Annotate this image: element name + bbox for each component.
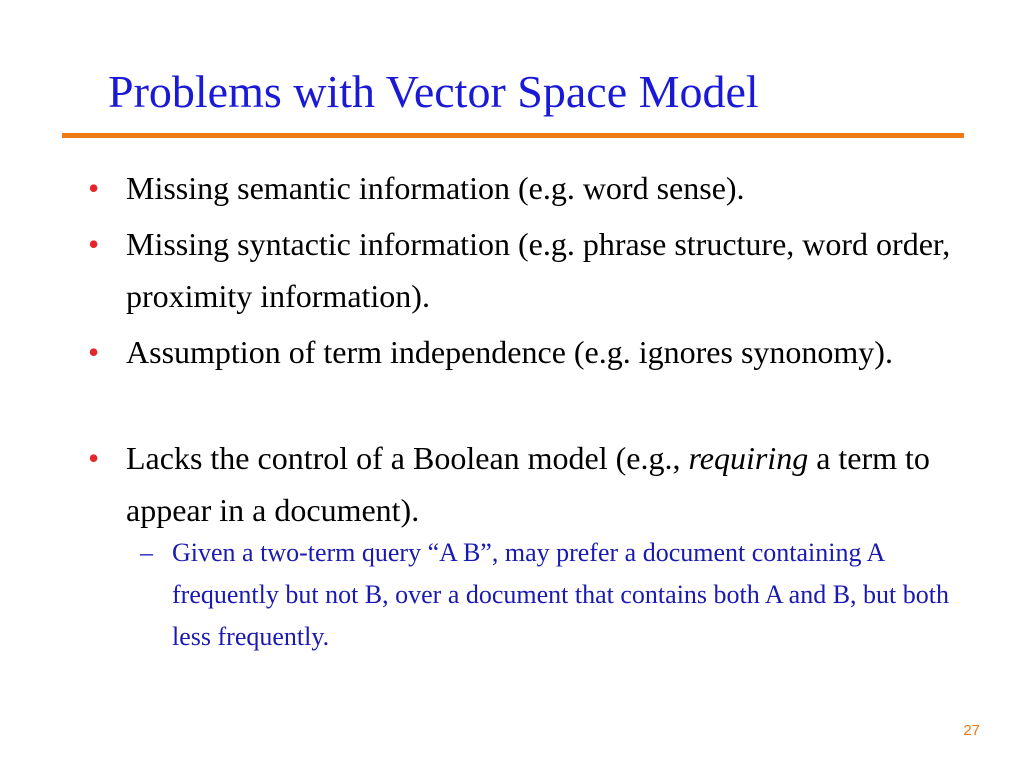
bullet-item-3	[88, 326, 966, 378]
bullet-marker: •	[88, 334, 100, 370]
bullet-item-2	[88, 218, 966, 322]
title-divider	[62, 133, 964, 138]
bullet-text: Missing semantic information (e.g. word sense).	[126, 170, 745, 206]
bullet-emphasis: requiring	[688, 440, 809, 476]
slide-title: Problems with Vector Space Model	[108, 66, 759, 117]
sub-bullet-item-1	[140, 532, 952, 658]
sub-bullet-marker: –	[140, 538, 153, 567]
page-number: 27	[963, 722, 980, 739]
bullet-text: Assumption of term independence (e.g. ignores synonomy).	[126, 334, 893, 370]
bullet-marker: •	[88, 226, 100, 262]
sub-bullet-text: Given a two-term query “A B”, may prefer a document containing A frequently but not B, over a document that contains both A and B, but both less frequently.	[172, 538, 949, 651]
bullet-marker: •	[88, 170, 100, 206]
bullet-text-before: Lacks the control of a Boolean model (e.g.,	[126, 440, 689, 476]
bullet-marker: •	[88, 440, 100, 476]
bullet-text-after: a term to appear in a document).	[126, 440, 930, 528]
bullet-item-1	[88, 162, 966, 214]
bullet-item-4	[88, 432, 966, 536]
bullet-text: Missing syntactic information (e.g. phrase structure, word order, proximity information).	[126, 226, 951, 314]
